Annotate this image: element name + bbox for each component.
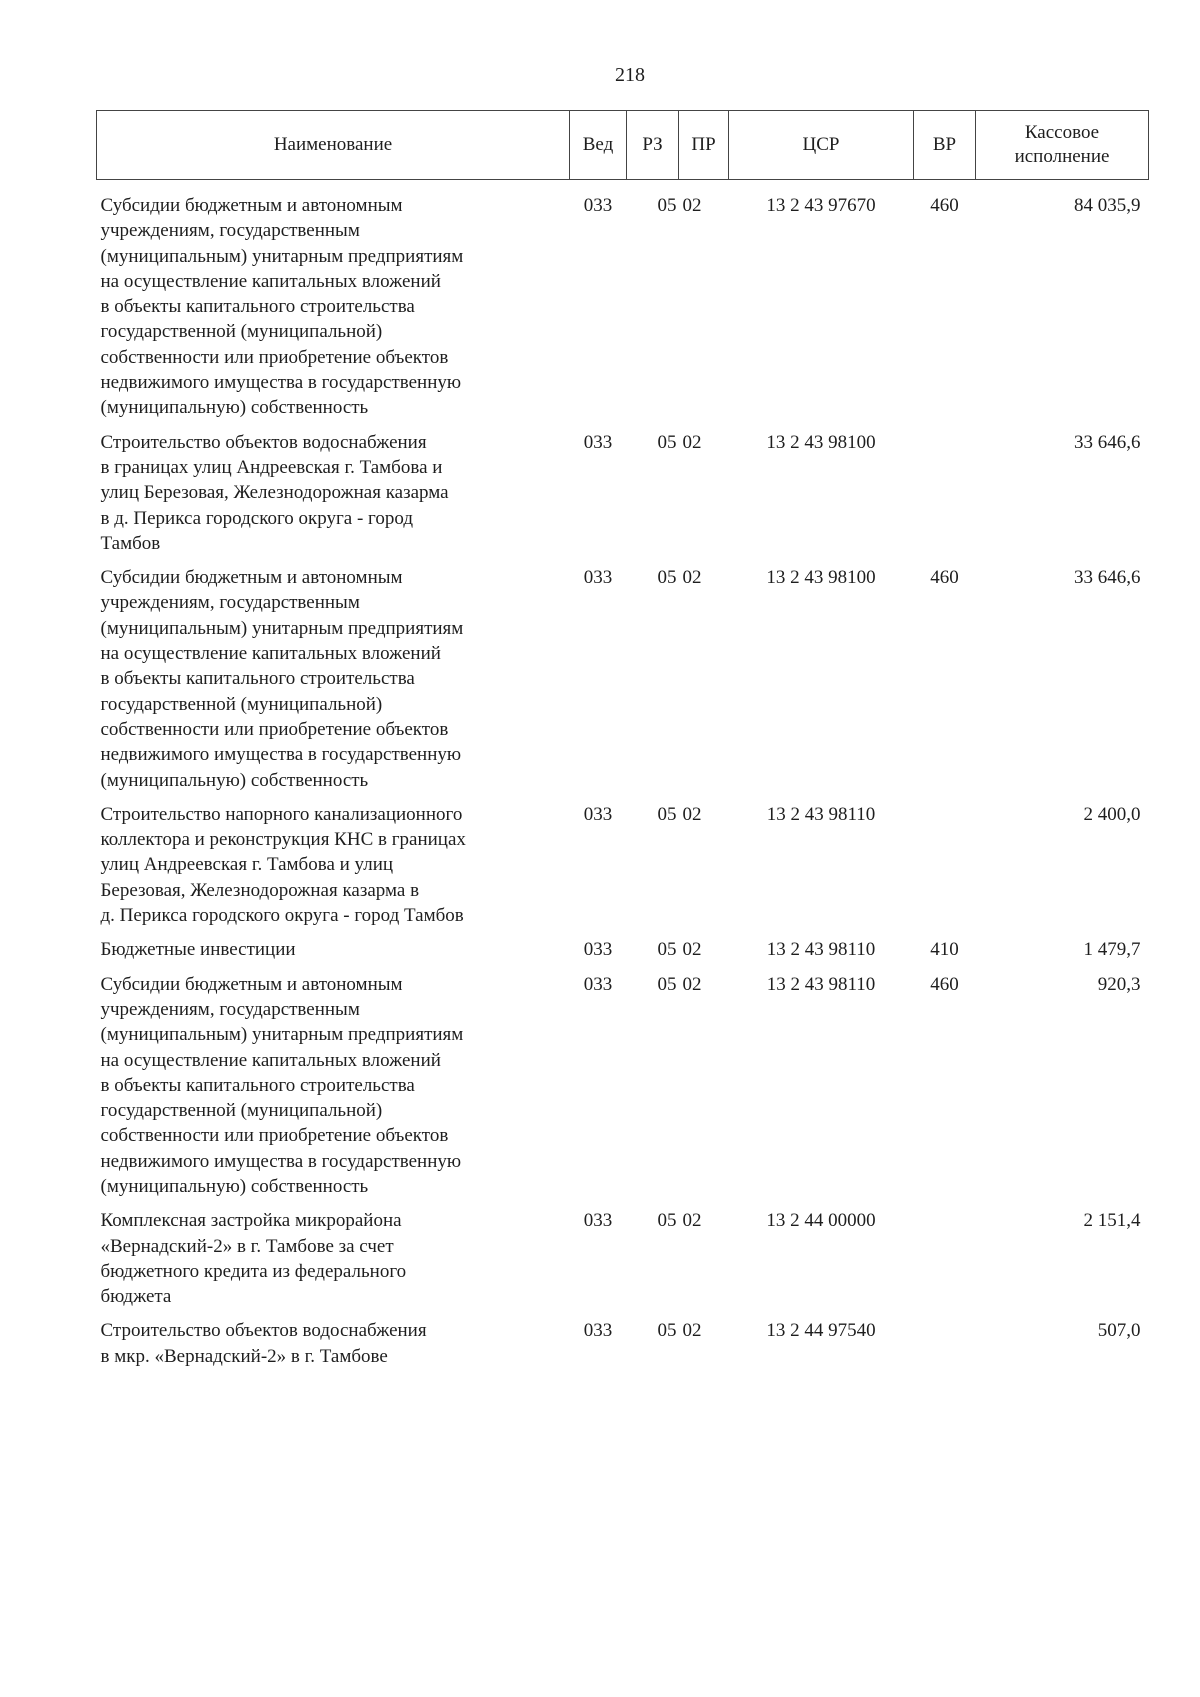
row-ved: 033 — [583, 1320, 613, 1342]
row-rz: 05 — [657, 939, 677, 961]
row-vr: 410 — [930, 939, 959, 961]
header-csr: ЦСР — [729, 111, 914, 180]
row-csr: 13 2 43 98110 — [766, 803, 876, 825]
table-row — [97, 180, 1149, 421]
budget-table — [96, 110, 1149, 1369]
table-row — [97, 556, 1149, 793]
page-number: 218 — [615, 64, 645, 86]
table-header — [97, 111, 1149, 180]
row-vr — [914, 1199, 976, 1309]
row-csr: 13 2 44 00000 — [766, 1210, 876, 1232]
row-csr: 13 2 43 98110 — [766, 973, 876, 995]
row-csr: 13 2 43 97670 — [766, 195, 876, 216]
row-ved: 033 — [583, 195, 613, 216]
row-sum: 84 035,9 — [1074, 195, 1141, 216]
table-row — [97, 793, 1149, 928]
row-name: Строительство объектов водоснабжения в мкр. «Вернадский-2» в г. Тамбове — [100, 1320, 427, 1367]
row-rz: 05 — [657, 973, 677, 995]
row-vr: 460 — [930, 195, 959, 216]
row-name: Комплексная застройка микрорайона «Вернадский-2» в г. Тамбове за счет бюджетного кредита из федерального бюджета — [100, 1210, 407, 1308]
row-ved: 033 — [583, 973, 613, 995]
row-sum: 920,3 — [1097, 973, 1141, 995]
row-pr: 02 — [682, 431, 702, 453]
row-ved: 033 — [583, 431, 613, 453]
row-sum: 33 646,6 — [1074, 431, 1141, 453]
row-sum: 507,0 — [1097, 1320, 1141, 1342]
row-sum: 2 400,0 — [1083, 803, 1141, 825]
row-sum: 1 479,7 — [1083, 939, 1141, 961]
header-ved: Вед — [570, 111, 627, 180]
row-name: Бюджетные инвестиции — [100, 939, 296, 961]
row-vr — [914, 421, 976, 556]
row-csr: 13 2 44 97540 — [766, 1320, 876, 1342]
row-sum: 33 646,6 — [1074, 567, 1141, 589]
row-ved: 033 — [583, 803, 613, 825]
row-name: Субсидии бюджетным и автономным учреждениям, государственным (муниципальным) унитарным предприятиям на осуществление капитальных вложений в объекты капитального строительства государственной (муниципальной) собственности или приобретение объектов недвижимого имущества в государственную (муниципальную) собственность — [100, 567, 464, 791]
row-vr — [914, 793, 976, 928]
header-rz: РЗ — [627, 111, 679, 180]
row-pr: 02 — [682, 939, 702, 961]
row-pr: 02 — [682, 803, 702, 825]
row-pr: 02 — [682, 567, 702, 589]
row-vr — [914, 1309, 976, 1369]
row-csr: 13 2 43 98100 — [766, 431, 876, 453]
row-csr: 13 2 43 98110 — [766, 939, 876, 961]
row-vr: 460 — [930, 973, 959, 995]
row-pr: 02 — [682, 973, 702, 995]
row-pr: 02 — [682, 1320, 702, 1342]
row-sum: 2 151,4 — [1083, 1210, 1141, 1232]
row-rz: 05 — [657, 567, 677, 589]
row-pr: 02 — [682, 1210, 702, 1232]
table-row — [97, 421, 1149, 556]
row-rz: 05 — [657, 1320, 677, 1342]
header-sum: Кассовое исполнение — [976, 111, 1149, 180]
table-body — [97, 180, 1149, 1370]
header-pr: ПР — [679, 111, 729, 180]
row-rz: 05 — [657, 803, 677, 825]
table-row — [97, 1309, 1149, 1369]
table-row — [97, 963, 1149, 1200]
row-rz: 05 — [657, 195, 677, 216]
row-ved: 033 — [583, 567, 613, 589]
row-rz: 05 — [657, 431, 677, 453]
table-row — [97, 1199, 1149, 1309]
row-name: Строительство напорного канализационного коллектора и реконструкция КНС в границах улиц Андреевская г. Тамбова и улиц Березовая, Железнодорожная казарма в д. Перикса городского округа - город Тамбов — [100, 803, 466, 927]
row-rz: 05 — [657, 1210, 677, 1232]
header-vr: ВР — [914, 111, 976, 180]
row-name: Субсидии бюджетным и автономным учреждениям, государственным (муниципальным) унитарным предприятиям на осуществление капитальных вложений в объекты капитального строительства государственной (муниципальной) собственности или приобретение объектов недвижимого имущества в государственную (муниципальную) собственность — [100, 195, 464, 419]
row-ved: 033 — [583, 939, 613, 961]
row-name: Строительство объектов водоснабжения в границах улиц Андреевская г. Тамбова и улиц Березовая, Железнодорожная казарма в д. Перикса городского округа - город Тамбов — [100, 431, 449, 554]
row-csr: 13 2 43 98100 — [766, 567, 876, 589]
row-pr: 02 — [682, 195, 702, 216]
row-ved: 033 — [583, 1210, 613, 1232]
row-name: Субсидии бюджетным и автономным учреждениям, государственным (муниципальным) унитарным предприятиям на осуществление капитальных вложений в объекты капитального строительства государственной (муниципальной) собственности или приобретение объектов недвижимого имущества в государственную (муниципальную) собственность — [100, 973, 464, 1197]
row-vr: 460 — [930, 567, 959, 589]
table-row — [97, 928, 1149, 962]
header-name: Наименование — [97, 111, 570, 180]
